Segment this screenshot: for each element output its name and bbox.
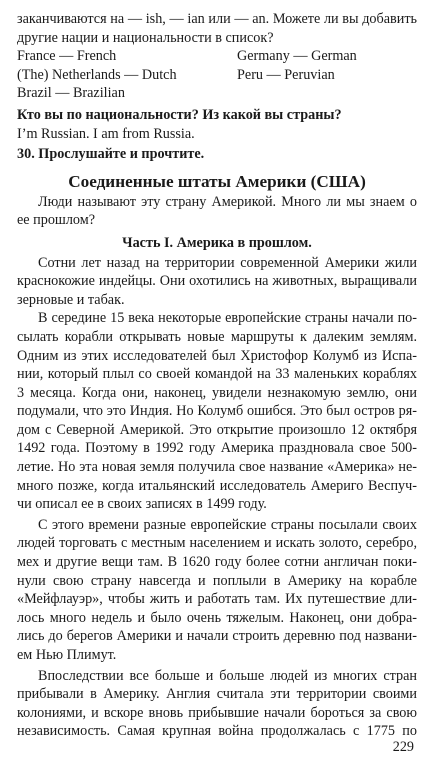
text-line: чи описал ее в своих записях в 1499 году. (17, 496, 267, 513)
nationality-list (17, 47, 417, 103)
nationality-item: France — French (17, 48, 117, 65)
paragraph (17, 309, 417, 514)
nationality-item (237, 84, 417, 103)
intro-text (17, 10, 417, 47)
text-line: независимость. Самая крупная война продолжалась с 1775 по (17, 723, 417, 740)
text-line: прибывали в Америку. Англия считала эти территории своими (17, 686, 417, 703)
paragraph (17, 667, 417, 741)
paragraph (17, 516, 417, 665)
text-line: заканчиваются на — ish, — ian или — an. Можете ли вы добавить (17, 11, 417, 27)
text-line: С этого времени разные европейские страны посылали своих (38, 516, 417, 533)
article-title: Соединенные штаты Америки (США) (68, 171, 366, 191)
text-line: ее прошлом? (17, 212, 96, 229)
page-number: 229 (392, 739, 414, 755)
text-line: Одним из этих исследователей был Христофор Колумб из Испа- (17, 347, 417, 364)
text-line: нули свою страну навсегда и поплыли в Америку на корабле (17, 572, 417, 589)
text-line: зерновые и табак. (17, 291, 125, 308)
text-line: летие. Но эта новая земля получила свое название «Америка» не- (17, 459, 417, 476)
nationality-item: (The) Netherlands — Dutch (17, 66, 177, 83)
text-line: нии, который плыл со своей командой на 33 маленьких кораблях (17, 366, 417, 383)
text-line: мех и другие вещи там. В 1620 году более сотни англичан поки- (17, 554, 417, 571)
text-line: Сотни лет назад на территории современной Америки жили (38, 254, 417, 271)
part-heading: Часть I. Америка в прошлом. (122, 234, 312, 251)
nationality-item: Brazil — Brazilian (17, 85, 125, 102)
paragraph (17, 254, 417, 310)
text-line: лись до берегов Америки и начали строить деревню под названи- (17, 628, 417, 645)
text-line: 3 месяца. Когда они, наконец, увидели незнакомую землю, они (17, 384, 417, 401)
text-line: В середине 15 века некоторые европейские страны начали по- (38, 310, 417, 327)
text-line: ем Нью Плимут. (17, 647, 117, 663)
answer-text: I’m Russian. I am from Russia. (17, 125, 195, 142)
text-line: 1492 года. Поэтому в 1992 году Америка праздновала свое 500- (17, 440, 417, 457)
text-line: колониями, и вскоре вновь прибывшие начали бороться за свою (17, 704, 417, 721)
text-line: краснокожие индейцы. Они охотились на животных, выращивали (17, 273, 417, 290)
nationality-item: Germany — German (237, 48, 357, 65)
text-line: «Мейфлауэр», чтобы жить и работать там. Их путешествие дли- (17, 591, 417, 608)
text-line: Люди называют эту страну Америкой. Много ли мы знаем о (38, 193, 417, 210)
exercise-heading: 30. Прослушайте и прочтите. (17, 146, 205, 163)
text-line: много позже, когда итальянский исследователь Америго Веспуч- (17, 477, 417, 494)
text-line: Впоследствии все больше и больше людей из многих стран (38, 667, 417, 684)
text-line: лось много недель и было очень тяжелым. Наконец, они добра- (17, 609, 417, 626)
text-line: дом с Северной Америкой. Это открытие произошло 12 октября (17, 421, 417, 438)
lead-paragraph (17, 193, 417, 230)
text-line: другие нации и национальности в список? (17, 29, 274, 46)
text-line: подумали, что это Индия. Но Колумб ошибся. Это был остров ря- (17, 403, 417, 420)
question-heading: Кто вы по национальности? Из какой вы страны? (17, 106, 342, 123)
text-line: людей торговать с местным населением и искать золото, серебро, (17, 535, 417, 552)
text-line: сылать корабли открывать новые маршруты к далеким землям. (17, 328, 417, 345)
nationality-item: Peru — Peruvian (237, 66, 335, 83)
